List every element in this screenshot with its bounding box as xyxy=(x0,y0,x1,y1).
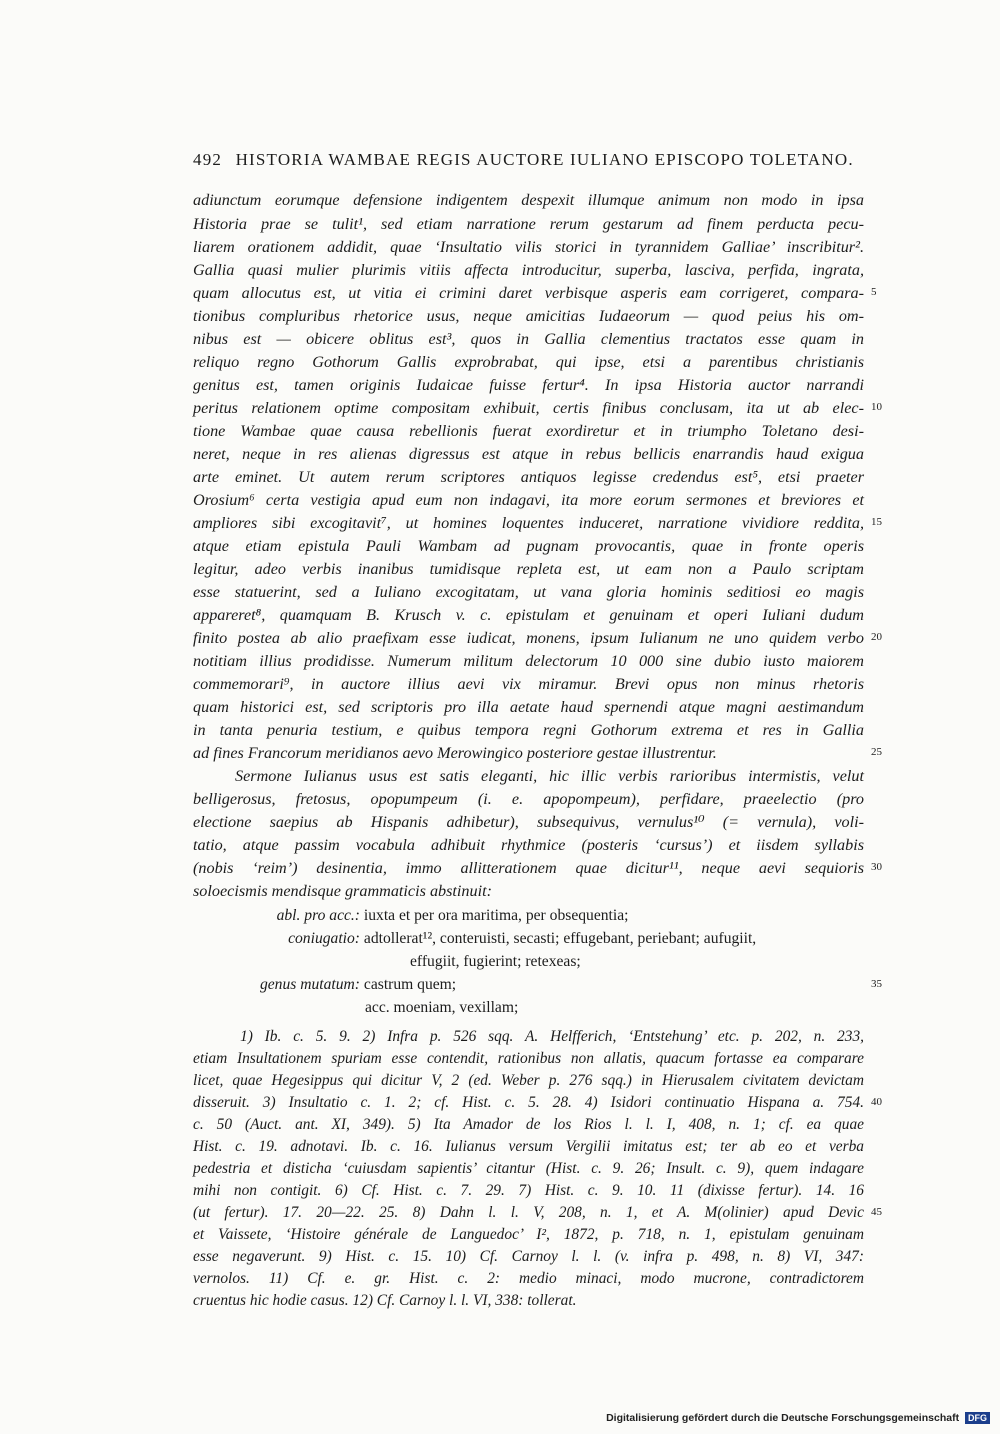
body-line: quam allocutus est, ut vitia ei crimini daret verbisque asperis eam corrigeret, compara- xyxy=(193,284,864,302)
body-line: tione Wambae quae causa rebellionis fuerat exordiretur et in triumpho Toletano desi- xyxy=(193,422,864,440)
quote-text: effugiit, fugierint; retexeas; xyxy=(410,953,581,970)
quote-row xyxy=(245,975,456,995)
body-line: Sermone Iulianus usus est satis eleganti, hic illic verbis rarioribus intermistis, velut xyxy=(235,767,864,785)
page-number: 492 xyxy=(193,150,223,169)
body-line: peritus relationem optime compositam exhibuit, certis finibus conclusam, ita ut ab elec- xyxy=(193,399,864,417)
margin-number: 25 xyxy=(871,746,882,758)
body-line: ampliores sibi excogitavit⁷, ut homines loquentes induceret, narratione vividiore reddita, xyxy=(193,514,864,532)
quote-label: coniugatio: xyxy=(288,930,360,947)
margin-number: 10 xyxy=(871,401,882,413)
footnote-line: c. 50 (Auct. ant. XI, 349). 5) Ita Amador de los Rios l. l. I, 408, n. 1; cf. ea quae xyxy=(193,1116,864,1133)
quote-row xyxy=(260,906,628,926)
running-header xyxy=(193,150,854,170)
margin-number: 30 xyxy=(871,861,882,873)
quote-text: adtollerat¹², conteruisti, secasti; effugebant, periebant; aufugiit, xyxy=(363,930,757,947)
margin-number: 5 xyxy=(871,286,877,298)
footnote-line: pedestria et disticha ‘cuiusdam sapientis’ citantur (Hist. c. 9. 26; Insult. c. 9), quem indagare xyxy=(193,1160,864,1177)
body-line: adiunctum eorumque defensione indigentem despexit illumque animum non modo in ipsa xyxy=(193,191,864,209)
footnote-line: disseruit. 3) Insultatio c. 1. 2; cf. Hist. c. 5. 28. 4) Isidori continuatio Hispana a. 754. xyxy=(193,1094,864,1111)
body-line: appareret⁸, quamquam B. Krusch v. c. epistulam et genuinam et operi Iuliani dudum xyxy=(193,606,864,624)
quote-text: iuxta et per ora maritima, per obsequentia; xyxy=(363,907,629,924)
quote-text: castrum quem; xyxy=(363,976,457,993)
footnote-line: 1) Ib. c. 5. 9. 2) Infra p. 526 sqq. A. Helfferich, ‘Entstehung’ etc. p. 202, n. 233, xyxy=(240,1028,864,1045)
margin-number: 45 xyxy=(871,1206,882,1218)
dfg-credit-text: Digitalisierung gefördert durch die Deutsche Forschungsgemeinschaft xyxy=(606,1412,960,1424)
footnote-line: esse negaverunt. 9) Hist. c. 15. 10) Cf. Carnoy l. l. (v. infra p. 498, n. 8) VI, 347: xyxy=(193,1248,864,1265)
body-line: Historia prae se tulit¹, sed etiam narratione rerum gestarum ad finem perducta pecu- xyxy=(193,215,864,233)
footnote-line: cruentus hic hodie casus. 12) Cf. Carnoy l. l. VI, 338: tollerat. xyxy=(193,1292,577,1309)
quote-label: genus mutatum: xyxy=(259,976,360,993)
dfg-logo: DFG xyxy=(965,1412,990,1424)
body-line: arte eminet. Ut autem rerum scriptores antiquos legisse credendus est⁵, etsi praeter xyxy=(193,468,864,486)
quote-label: abl. pro acc.: xyxy=(276,907,360,924)
quote-row xyxy=(365,998,518,1018)
body-line: genitus est, tamen originis Iudaicae fuisse fertur⁴. In ipsa Historia auctor narrandi xyxy=(193,376,864,394)
body-line: in tanta penuria testium, e quibus tempora regni Gothorum extrema et res in Gallia xyxy=(193,721,864,739)
body-line: Orosium⁶ certa vestigia apud eum non indagavi, ita more eorum sermones et breviores et xyxy=(193,491,864,509)
body-line: notitiam illius prodidisse. Numerum militum delectorum 10 000 sine dubio iusto maiorem xyxy=(193,652,864,670)
margin-number: 20 xyxy=(871,631,882,643)
body-line: reliquo regno Gothorum Gallis exprobrabat, qui ipse, etsi a parentibus christianis xyxy=(193,353,864,371)
body-line: ad fines Francorum meridianos aevo Merowingico posteriore gestae illustrentur. xyxy=(193,744,717,762)
margin-number: 15 xyxy=(871,516,882,528)
margin-number: 35 xyxy=(871,978,882,990)
footnote-line: etiam Insultationem spuriam esse contendit, rationibus non allatis, quacum fortasse ea comparare xyxy=(193,1050,864,1067)
footnote-line: vernolos. 11) Cf. e. gr. Hist. c. 2: medio minaci, modo mucrone, contradictorem xyxy=(193,1270,864,1287)
body-line: legitur, adeo verbis inanibus tumidisque repleta est, ut eam non a Paulo scriptam xyxy=(193,560,864,578)
body-line: nibus est — obicere oblitus est³, quos in Gallia clementius tractatos esse quam in xyxy=(193,330,864,348)
body-line: electione saepius ab Hispanis adhibetur), subsequivus, vernulus¹⁰ (= vernula), voli- xyxy=(193,813,864,831)
body-line: tionibus compluribus rhetorice usus, neque amicitias Iudaeorum — quod peius his om- xyxy=(193,307,864,325)
body-line: soloecismis mendisque grammaticis abstinuit: xyxy=(193,882,493,900)
dfg-credit xyxy=(606,1412,990,1424)
body-line: esse statuerint, sed a Iuliano excogitatam, ut vana gloria hominis seditiosi eo magis xyxy=(193,583,864,601)
body-line: commemorari⁹, in auctore illius aevi vix miramur. Brevi opus non minus rhetoris xyxy=(193,675,864,693)
body-line: quam historici est, sed scriptoris pro illa aetate haud spernendi atque magni aestimandum xyxy=(193,698,864,716)
footnote-line: et Vaissete, ‘Histoire générale de Languedoc’ I², 1872, p. 718, n. 1, epistulam genuinam xyxy=(193,1226,864,1243)
body-line: neret, neque in res alienas digressus est atque in rebus bellicis enarrandis haud exigua xyxy=(193,445,864,463)
footnote-line: mihi non contigit. 6) Cf. Hist. c. 7. 29. 7) Hist. c. 9. 10. 11 (dixisse fertur). 14. 16 xyxy=(193,1182,864,1199)
quote-row xyxy=(260,929,756,949)
body-line: tatio, atque passim vocabula adhibuit rhythmice (posteris ‘cursus’) et iisdem syllabis xyxy=(193,836,864,854)
body-line: atque etiam epistula Pauli Wambam ad pugnam provocantis, quae in fronte operis xyxy=(193,537,864,555)
body-line: finito postea ab alio praefixam esse iudicat, monens, ipsum Iulianum ne uno quidem verbo xyxy=(193,629,864,647)
body-line: Gallia quasi mulier plurimis vitiis affecta introducitur, superba, lasciva, perfida, ingrata, xyxy=(193,261,864,279)
body-line: liarem orationem addidit, quae ‘Insultatio vilis storici in tyrannidem Galliae’ inscribitur². xyxy=(193,238,864,256)
footnote-line: (ut fertur). 17. 20—22. 25. 8) Dahn l. l. V, 208, n. 1, et A. M(olinier) apud Devic xyxy=(193,1204,864,1221)
footnote-line: licet, quae Hegesippus qui dicitur V, 2 (ed. Weber p. 276 sqq.) in Hierusalem civitatem devictam xyxy=(193,1072,864,1089)
quote-row xyxy=(410,952,581,972)
body-line: belligerosus, fretosus, opopumpeum (i. e. apopompeum), perfidare, praeelectio (pro xyxy=(193,790,864,808)
margin-number: 40 xyxy=(871,1096,882,1108)
quote-text: acc. moeniam, vexillam; xyxy=(365,999,519,1016)
body-line: (nobis ‘reim’) desinentia, immo allitterationem quae dicitur¹¹, neque aevi sequioris xyxy=(193,859,864,877)
footnote-line: Hist. c. 19. adnotavi. Ib. c. 16. Iulianus versum Vergilii imitatus est; ter ab eo et verba xyxy=(193,1138,864,1155)
running-title: HISTORIA WAMBAE REGIS AUCTORE IULIANO EPISCOPO TOLETANO. xyxy=(235,150,854,169)
